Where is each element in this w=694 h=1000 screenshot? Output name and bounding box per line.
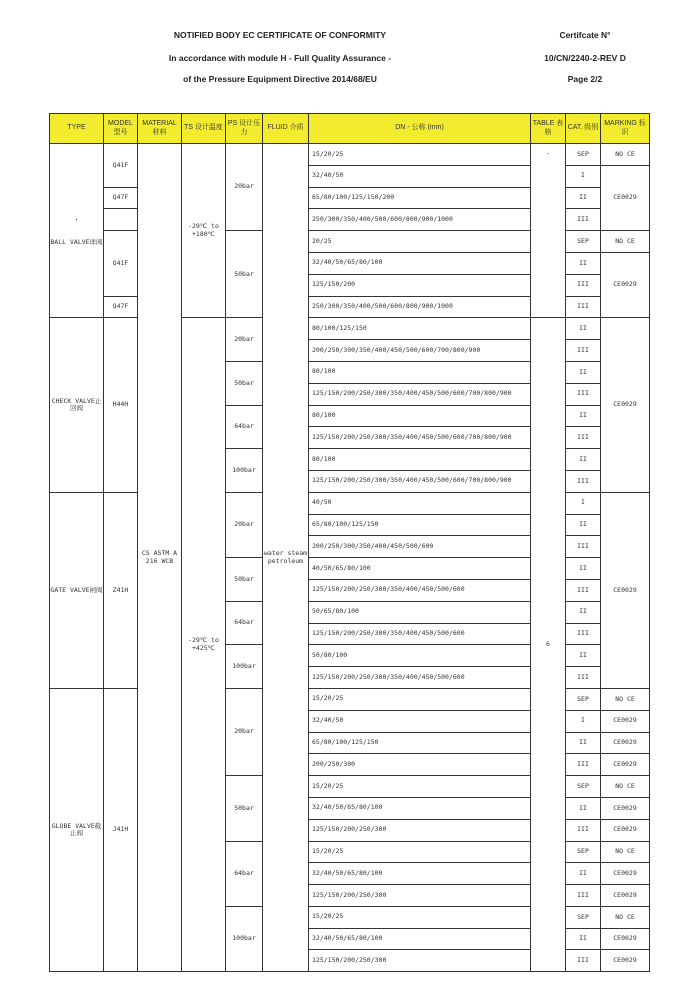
col-cat: CAT. 级别: [566, 114, 601, 144]
marking-cell: NO CE: [601, 841, 650, 863]
dn-cell: 125/150/200/250/300: [309, 819, 531, 841]
col-ps: PS 设计压力: [226, 114, 263, 144]
dn-cell: 200/250/300: [309, 754, 531, 776]
dn-cell: 200/250/300/350/400/450/500/600: [309, 536, 531, 558]
dn-cell: 80/100: [309, 361, 531, 383]
model-cell: Z41H: [104, 492, 138, 688]
marking-cell: CE0029: [601, 318, 650, 492]
dn-cell: 125/150/200: [309, 274, 531, 296]
col-ts: TS 设计温度: [182, 114, 226, 144]
dn-cell: 32/40/50/65/80/100: [309, 928, 531, 950]
cat-cell: II: [566, 797, 601, 819]
cat-cell: SEP: [566, 144, 601, 166]
dn-cell: 200/250/300/350/400/450/500/600/700/800/900: [309, 340, 531, 362]
cat-cell: III: [566, 819, 601, 841]
col-dn: DN - 公称 (mm): [309, 114, 531, 144]
model-cell: Q47F: [104, 296, 138, 318]
col-material: MATERIAL 材料: [138, 114, 182, 144]
ps-cell: 100bar: [226, 645, 263, 689]
ps-cell: 64bar: [226, 841, 263, 906]
cat-cell: II: [566, 318, 601, 340]
ps-cell: 100bar: [226, 906, 263, 971]
dn-cell: 40/50/65/80/100: [309, 558, 531, 580]
dn-cell: 32/40/50: [309, 710, 531, 732]
cat-cell: III: [566, 274, 601, 296]
dn-cell: 125/150/200/250/300/350/400/450/500/600: [309, 623, 531, 645]
dn-cell: 80/100: [309, 405, 531, 427]
certificate-number: 10/CN/2240-2-REV D: [544, 53, 626, 63]
col-fluid: FLUID 介质: [263, 114, 309, 144]
cat-cell: III: [566, 209, 601, 231]
cat-cell: III: [566, 536, 601, 558]
dn-cell: 250/300/350/400/500/600/800/900/1000: [309, 296, 531, 318]
cat-cell: II: [566, 449, 601, 471]
cat-cell: II: [566, 514, 601, 536]
ball-dot: ·: [74, 214, 79, 224]
dn-cell: 15/20/25: [309, 841, 531, 863]
type-globe: GLOBE VALVE截止阀: [50, 688, 104, 971]
cat-cell: II: [566, 928, 601, 950]
dn-cell: 32/40/50: [309, 165, 531, 187]
col-marking: MARKING 标识: [601, 114, 650, 144]
dn-cell: 80/100: [309, 449, 531, 471]
dn-cell: 65/80/100/125/150: [309, 514, 531, 536]
dn-cell: 32/40/50/65/80/100: [309, 797, 531, 819]
marking-cell: CE0029: [601, 797, 650, 819]
module-line: In accordance with module H - Full Quality Assurance -: [168, 53, 392, 63]
col-table: TABLE 表格: [531, 114, 566, 144]
dn-cell: 125/150/200/250/300: [309, 950, 531, 972]
dn-cell: 15/20/25: [309, 906, 531, 928]
fluid-cell: water steam petroleum: [263, 144, 309, 972]
cat-cell: III: [566, 427, 601, 449]
marking-cell: NO CE: [601, 231, 650, 253]
ps-cell: 20bar: [226, 492, 263, 557]
dn-cell: 15/20/25: [309, 688, 531, 710]
cat-cell: SEP: [566, 906, 601, 928]
dn-cell: 40/50: [309, 492, 531, 514]
table-row: [50, 144, 650, 166]
marking-cell: CE0029: [601, 754, 650, 776]
marking-cell: CE0029: [601, 819, 650, 841]
model-cell: J41H: [104, 688, 138, 971]
cat-cell: III: [566, 667, 601, 689]
dn-cell: 125/150/200/250/300/350/400/450/500/600: [309, 667, 531, 689]
cat-cell: III: [566, 296, 601, 318]
dn-cell: 125/150/200/250/300/350/400/450/500/600/700/800/900: [309, 427, 531, 449]
type-check: CHECK VALVE止回阀: [50, 318, 104, 492]
conformity-table: [49, 113, 650, 972]
ps-cell: 50bar: [226, 231, 263, 318]
cat-cell: II: [566, 601, 601, 623]
dn-cell: 15/20/25: [309, 144, 531, 166]
model-cell: Q41F: [104, 231, 138, 296]
table-header: [50, 114, 650, 144]
dn-cell: 32/40/50/65/80/100: [309, 863, 531, 885]
marking-cell: CE0029: [601, 492, 650, 688]
col-type: TYPE: [50, 114, 104, 144]
cat-cell: III: [566, 950, 601, 972]
table-dash: -: [531, 144, 566, 318]
ps-cell: 20bar: [226, 144, 263, 231]
certificate-label: Certifcate N°: [559, 30, 611, 40]
marking-cell: CE0029: [601, 710, 650, 732]
cat-cell: III: [566, 579, 601, 601]
ps-cell: 50bar: [226, 361, 263, 405]
cat-cell: SEP: [566, 841, 601, 863]
marking-cell: CE0029: [601, 885, 650, 907]
marking-cell: CE0029: [601, 950, 650, 972]
ps-cell: 64bar: [226, 405, 263, 449]
cat-cell: III: [566, 623, 601, 645]
model-cell: [104, 209, 138, 231]
cat-cell: I: [566, 492, 601, 514]
cat-cell: II: [566, 405, 601, 427]
material-cell: CS ASTM A 216 WCB: [138, 144, 182, 972]
cat-cell: SEP: [566, 688, 601, 710]
dn-cell: 50/80/100: [309, 645, 531, 667]
marking-cell: NO CE: [601, 776, 650, 798]
model-cell: H44H: [104, 318, 138, 492]
cat-cell: II: [566, 645, 601, 667]
marking-cell: CE0029: [601, 165, 650, 230]
page-number: Page 2/2: [567, 74, 603, 84]
dn-cell: 125/150/200/250/300/350/400/450/500/600/700/800/900: [309, 470, 531, 492]
col-model: MODEL 型号: [104, 114, 138, 144]
dn-cell: 15/20/25: [309, 776, 531, 798]
ts-other: -29℃ to +425℃: [182, 318, 226, 972]
ball-type-label: BALL VALVE球阀: [50, 238, 103, 247]
cat-cell: II: [566, 732, 601, 754]
cat-cell: III: [566, 340, 601, 362]
marking-cell: CE0029: [601, 252, 650, 317]
ps-cell: 50bar: [226, 776, 263, 841]
directive-line: of the Pressure Equipment Directive 2014/68/EU: [183, 74, 377, 84]
cat-cell: III: [566, 754, 601, 776]
ps-cell: 20bar: [226, 688, 263, 775]
cat-cell: I: [566, 710, 601, 732]
type-ball: [50, 144, 104, 318]
dn-cell: 250/300/350/400/500/600/800/900/1000: [309, 209, 531, 231]
dn-cell: 125/150/200/250/300/350/400/450/500/600: [309, 579, 531, 601]
ps-cell: 64bar: [226, 601, 263, 645]
model-cell: Q47F: [104, 187, 138, 209]
dn-cell: 32/40/50/65/80/100: [309, 252, 531, 274]
dn-cell: 125/150/200/250/300: [309, 885, 531, 907]
dn-cell: 80/100/125/150: [309, 318, 531, 340]
marking-cell: NO CE: [601, 906, 650, 928]
cat-cell: II: [566, 558, 601, 580]
dn-cell: 65/80/100/125/150: [309, 732, 531, 754]
ts-ball: -29℃ to +180℃: [182, 144, 226, 318]
marking-cell: CE0029: [601, 732, 650, 754]
certificate-title: NOTIFIED BODY EC CERTIFICATE OF CONFORMITY: [173, 30, 387, 40]
cat-cell: III: [566, 885, 601, 907]
marking-cell: NO CE: [601, 688, 650, 710]
dn-cell: 65/80/100/125/150/200: [309, 187, 531, 209]
type-gate: GATE VALVE闸阀: [50, 492, 104, 688]
marking-cell: NO CE: [601, 144, 650, 166]
cat-cell: SEP: [566, 776, 601, 798]
cat-cell: II: [566, 863, 601, 885]
ps-cell: 20bar: [226, 318, 263, 362]
model-cell: Q41F: [104, 144, 138, 188]
ps-cell: 100bar: [226, 449, 263, 493]
table-cell: 6: [531, 318, 566, 972]
cat-cell: II: [566, 187, 601, 209]
cat-cell: II: [566, 252, 601, 274]
dn-cell: 125/150/200/250/300/350/400/450/500/600/700/800/900: [309, 383, 531, 405]
dn-cell: 20/25: [309, 231, 531, 253]
marking-cell: CE0029: [601, 863, 650, 885]
marking-cell: CE0029: [601, 928, 650, 950]
dn-cell: 50/65/80/100: [309, 601, 531, 623]
ps-cell: 50bar: [226, 558, 263, 602]
cat-cell: SEP: [566, 231, 601, 253]
cat-cell: I: [566, 165, 601, 187]
cat-cell: III: [566, 383, 601, 405]
cat-cell: II: [566, 361, 601, 383]
cat-cell: III: [566, 470, 601, 492]
